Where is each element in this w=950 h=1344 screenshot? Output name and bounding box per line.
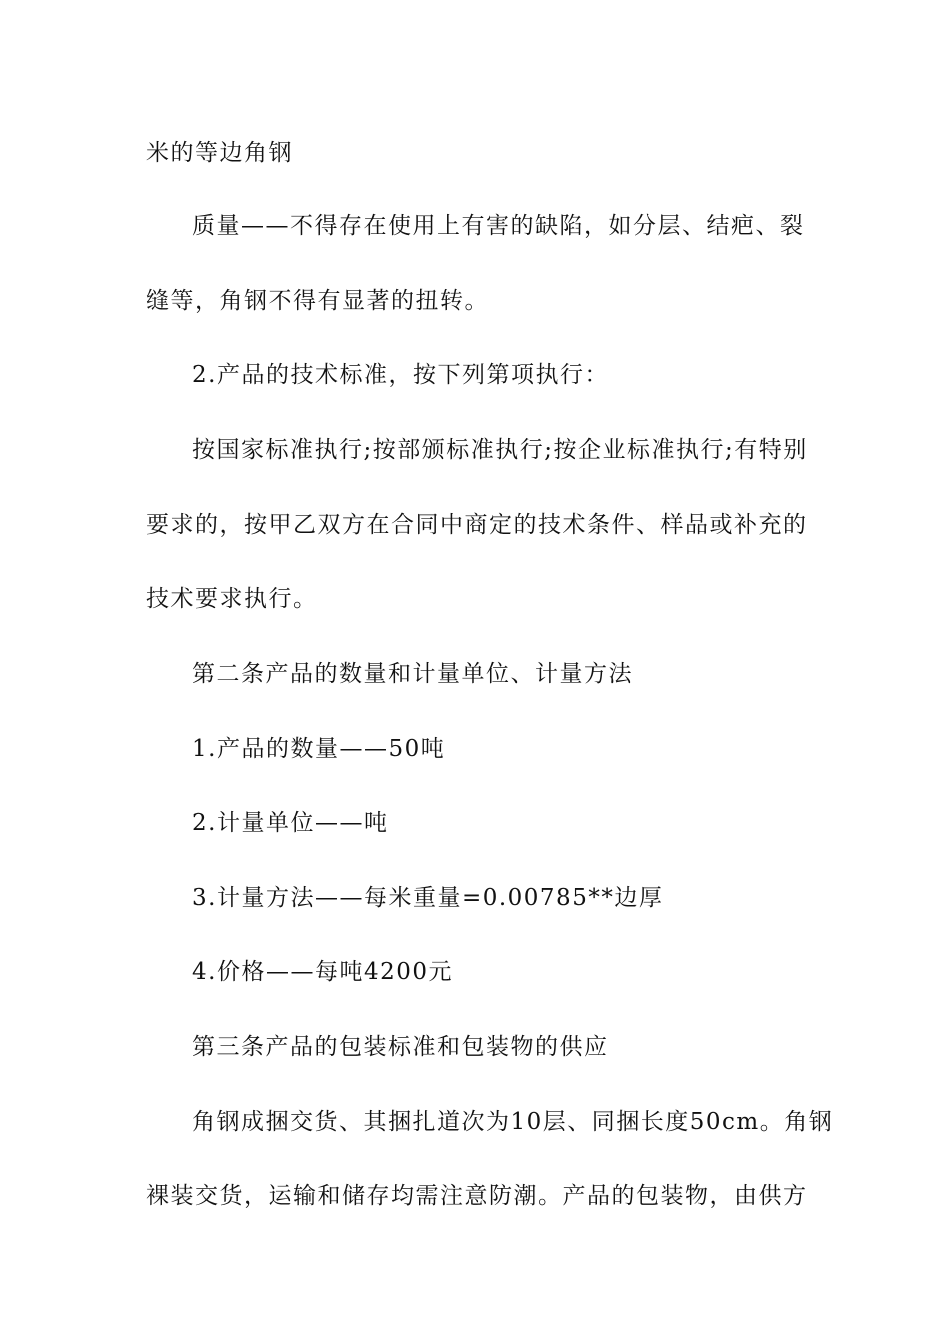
text-line: 裸装交货，运输和储存均需注意防潮。产品的包装物，由供方 xyxy=(146,1183,808,1209)
text-line: 4.价格——每吨4200元 xyxy=(192,959,453,985)
text-line: 按国家标准执行;按部颁标准执行;按企业标准执行;有特别 xyxy=(192,437,808,463)
section-heading: 第三条产品的包装标准和包装物的供应 xyxy=(192,1034,609,1060)
text-line: 米的等边角钢 xyxy=(146,140,293,166)
section-heading: 第二条产品的数量和计量单位、计量方法 xyxy=(192,661,633,687)
text-line: 质量——不得存在使用上有害的缺陷，如分层、结疤、裂 xyxy=(192,213,805,239)
text-line: 角钢成捆交货、其捆扎道次为10层、同捆长度50cm。角钢 xyxy=(192,1109,834,1135)
text-line: 技术要求执行。 xyxy=(146,586,318,612)
text-line: 2.产品的技术标准，按下列第项执行： xyxy=(192,362,609,388)
text-line: 3.计量方法——每米重量=0.00785**边厚 xyxy=(192,885,664,911)
text-line: 缝等，角钢不得有显著的扭转。 xyxy=(146,288,489,314)
text-line: 1.产品的数量——50吨 xyxy=(192,736,446,762)
text-line: 要求的，按甲乙双方在合同中商定的技术条件、样品或补充的 xyxy=(146,512,808,538)
text-line: 2.计量单位——吨 xyxy=(192,810,389,836)
